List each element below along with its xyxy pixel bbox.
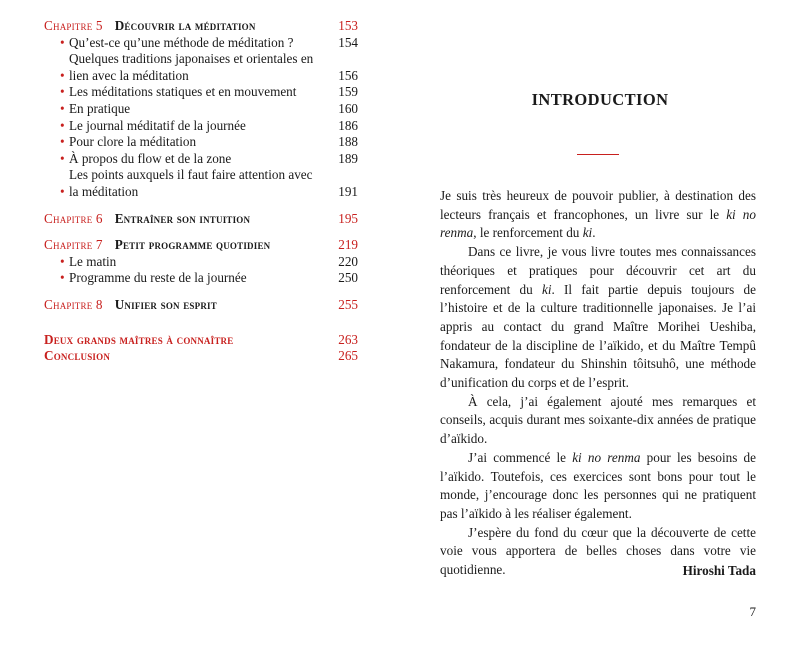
paragraph: À cela, j’ai également ajouté mes remarques et conseils, acquis durant mes soixante-dix années de pratique d’aïkido. [440,393,756,447]
toc-chapter-8[interactable] [44,297,358,314]
chapter-page: 153 [338,18,358,33]
chapter-page: 219 [338,237,358,253]
toc-item[interactable]: • Les points auxquels il faut faire attention avec la méditation 191 [44,167,358,200]
intro-body [440,187,756,580]
chapter-number: Chapitre 6 [44,210,103,226]
paragraph: J’espère du fond du cœur que la découverte de cette voie vous apportera de belles choses dans votre vie quotidienne. [440,524,756,578]
paragraph: J’ai commencé le ki no renma pour les besoins de l’aïkido. Toutefois, ces exercices sont bons pour tout le monde, j’encourage donc les personnes qui ne pratiquent pas l’aïkido à les réaliser également. [440,449,756,521]
chapter-page: 195 [338,210,358,226]
toc-item[interactable]: • Qu’est-ce qu’une méthode de méditation ? 154 [44,35,358,52]
page-title: INTRODUCTION [531,90,669,109]
toc-chapter-7[interactable] [44,237,358,254]
toc-item[interactable]: • Le matin 220 [44,254,358,271]
toc-item[interactable]: • Les méditations statiques et en mouvement 159 [44,84,358,101]
toc-conclusion[interactable] [44,348,358,365]
chapter-number: Chapitre 8 [44,296,103,312]
section-page: 263 [338,331,358,347]
chapter-title: Découvrir la méditation [114,18,256,33]
toc-item[interactable]: • À propos du flow et de la zone 189 [44,151,358,168]
title-divider [577,154,619,155]
toc-item[interactable]: • En pratique 160 [44,101,358,118]
section-title: Conclusion [44,348,111,364]
toc-item[interactable]: • Quelques traditions japonaises et orientales en lien avec la méditation 156 [44,51,358,84]
toc-chapter-6[interactable] [44,211,358,228]
author-signature: Hiroshi Tada [682,563,756,578]
chapter-number: Chapitre 5 [44,18,103,33]
toc-masters[interactable] [44,332,358,349]
chapter-page: 255 [338,296,358,312]
right-page [400,0,800,647]
table-of-contents [44,18,358,365]
toc-chapter-5[interactable] [44,18,358,35]
paragraph: Dans ce livre, je vous livre toutes mes connaissances théoriques et pratiques pour découvrir cet art du renforcement du ki. Il fait partie depuis toujours de l’histoire et de la culture traditionnelle japonaises. Je l’ai appris au contact du grand Maître Morihei Ueshiba, fondateur de la discipline de l’aïkido, et du Maître Tempû Nakamura, fondateur du Shinshin tôitsuhô, une méthode d’unification du corps et de l’esprit. [440,244,756,391]
section-title: Deux grands maîtres à connaître [44,331,234,347]
chapter-number: Chapitre 7 [44,237,103,253]
toc-item[interactable]: • Programme du reste de la journée 250 [44,270,358,287]
chapter-title: Petit programme quotidien [114,237,271,253]
chapter-title: Unifier son esprit [114,296,217,312]
section-page: 265 [338,348,358,364]
paragraph: Je suis très heureux de pouvoir publier, à destination des lecteurs français et francophones, un livre sur le ki no renma, le renforcement du ki. [440,188,756,241]
chapter-title: Entraîner son intuition [114,210,251,226]
toc-item[interactable]: • Le journal méditatif de la journée 186 [44,118,358,135]
toc-item[interactable]: • Pour clore la méditation 188 [44,134,358,151]
page-number: 7 [749,604,756,619]
